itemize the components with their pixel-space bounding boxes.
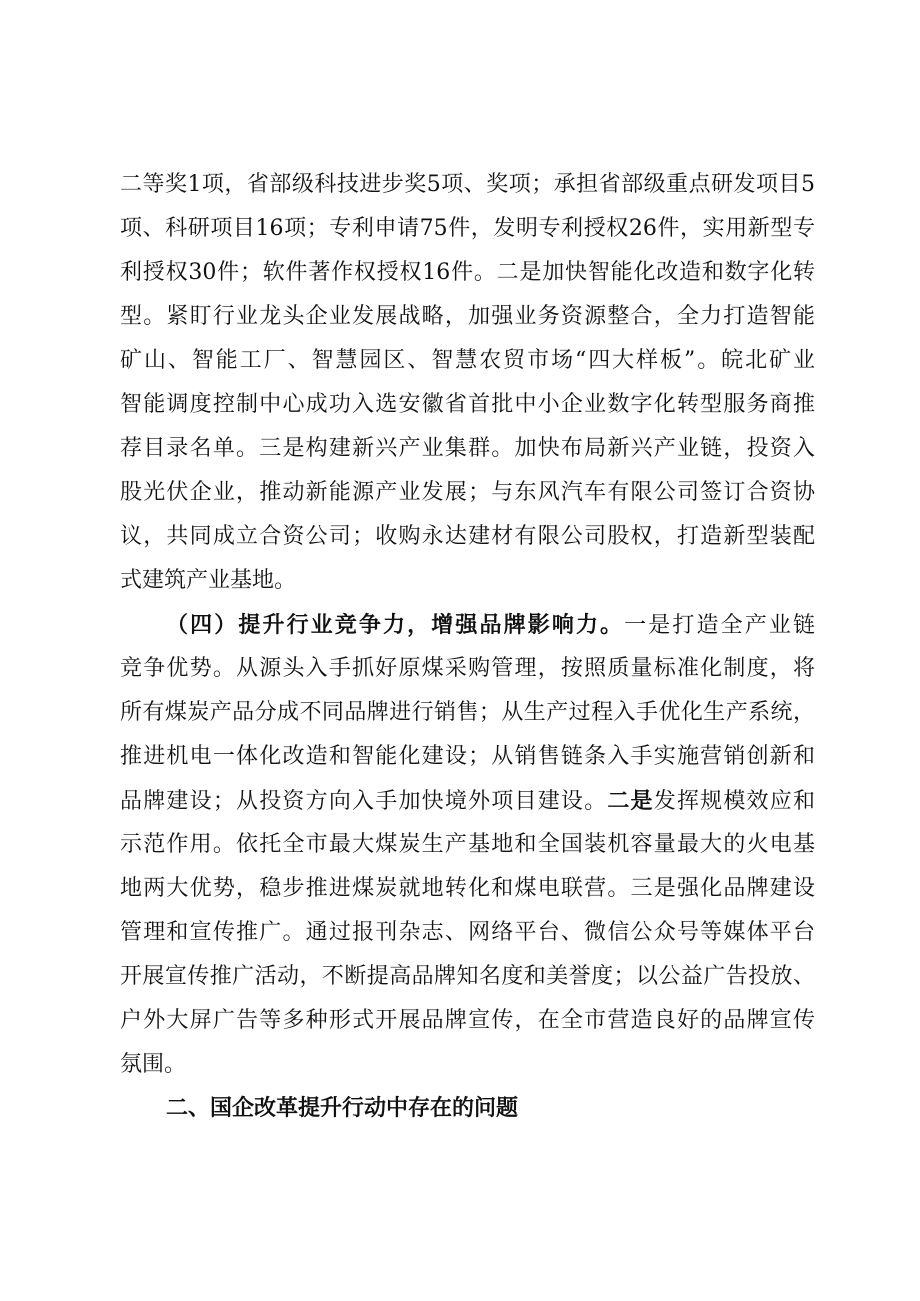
text-line: 矿山、智能工厂、智慧园区、智慧农贸市场“四大样板”。皖北矿业 xyxy=(120,348,815,373)
text-line: 项、科研项目16项；专利申请75件，发明专利授权26件，实用新型专 xyxy=(120,216,815,241)
text-segment-bold: 二是 xyxy=(607,788,654,814)
text-line: 型。紧盯行业龙头企业发展战略，加强业务资源整合，全力打造智能 xyxy=(120,304,815,329)
text-segment: 品牌建设；从投资方向入手加快境外项目建设。 xyxy=(120,789,608,814)
text-line: 荐目录名单。三是构建新兴产业集群。加快布局新兴产业链，投资入 xyxy=(120,436,815,461)
text-line: 利授权30件；软件著作权授权16件。二是加快智能化改造和数字化转 xyxy=(120,260,815,285)
text-line: 所有煤炭产品分成不同品牌进行销售；从生产过程入手优化生产系统， xyxy=(120,700,815,725)
text-line: 地两大优势，稳步推进煤炭就地转化和煤电联营。三是强化品牌建设 xyxy=(120,876,815,901)
paragraph-subheading: （四）提升行业竞争力，增强品牌影响力。 xyxy=(166,612,625,638)
text-line: 示范作用。依托全市最大煤炭生产基地和全国装机容量最大的火电基 xyxy=(120,832,815,857)
text-line: 式建筑产业基地。 xyxy=(120,568,297,593)
text-line-first xyxy=(120,603,815,647)
text-line: 竞争优势。从源头入手抓好原煤采购管理，按照质量标准化制度，将 xyxy=(120,656,815,681)
text-line: 氛围。 xyxy=(120,1052,187,1077)
text-line: 议，共同成立合资公司；收购永达建材有限公司股权，打造新型装配 xyxy=(120,524,815,549)
text-line: 管理和宣传推广。通过报刊杂志、网络平台、微信公众号等媒体平台 xyxy=(120,920,815,945)
text-line: 股光伏企业，推动新能源产业发展；与东风汽车有限公司签订合资协 xyxy=(120,480,815,505)
text-line: 户外大屏广告等多种形式开展品牌宣传，在全市营造良好的品牌宣传 xyxy=(120,1008,815,1033)
text-line: 推进机电一体化改造和智能化建设；从销售链条入手实施营销创新和 xyxy=(120,744,815,769)
section-heading: 二、国企改革提升行动中存在的问题 xyxy=(166,1096,519,1121)
text-segment: 发挥规模效应和 xyxy=(653,789,815,814)
text-line xyxy=(120,779,815,823)
text-line: 智能调度控制中心成功入选安徽省首批中小企业数字化转型服务商推 xyxy=(120,392,815,417)
paragraph-brand-competitiveness xyxy=(120,603,815,1087)
document-page xyxy=(120,163,815,1131)
text-segment: 一是打造全产业链 xyxy=(624,613,815,638)
paragraph-tech-innovation xyxy=(120,163,815,603)
text-line: 二等奖1项，省部级科技进步奖5项、奖项；承担省部级重点研发项目5 xyxy=(120,172,815,197)
text-line: 开展宣传推广活动，不断提高品牌知名度和美誉度；以公益广告投放、 xyxy=(120,964,815,989)
